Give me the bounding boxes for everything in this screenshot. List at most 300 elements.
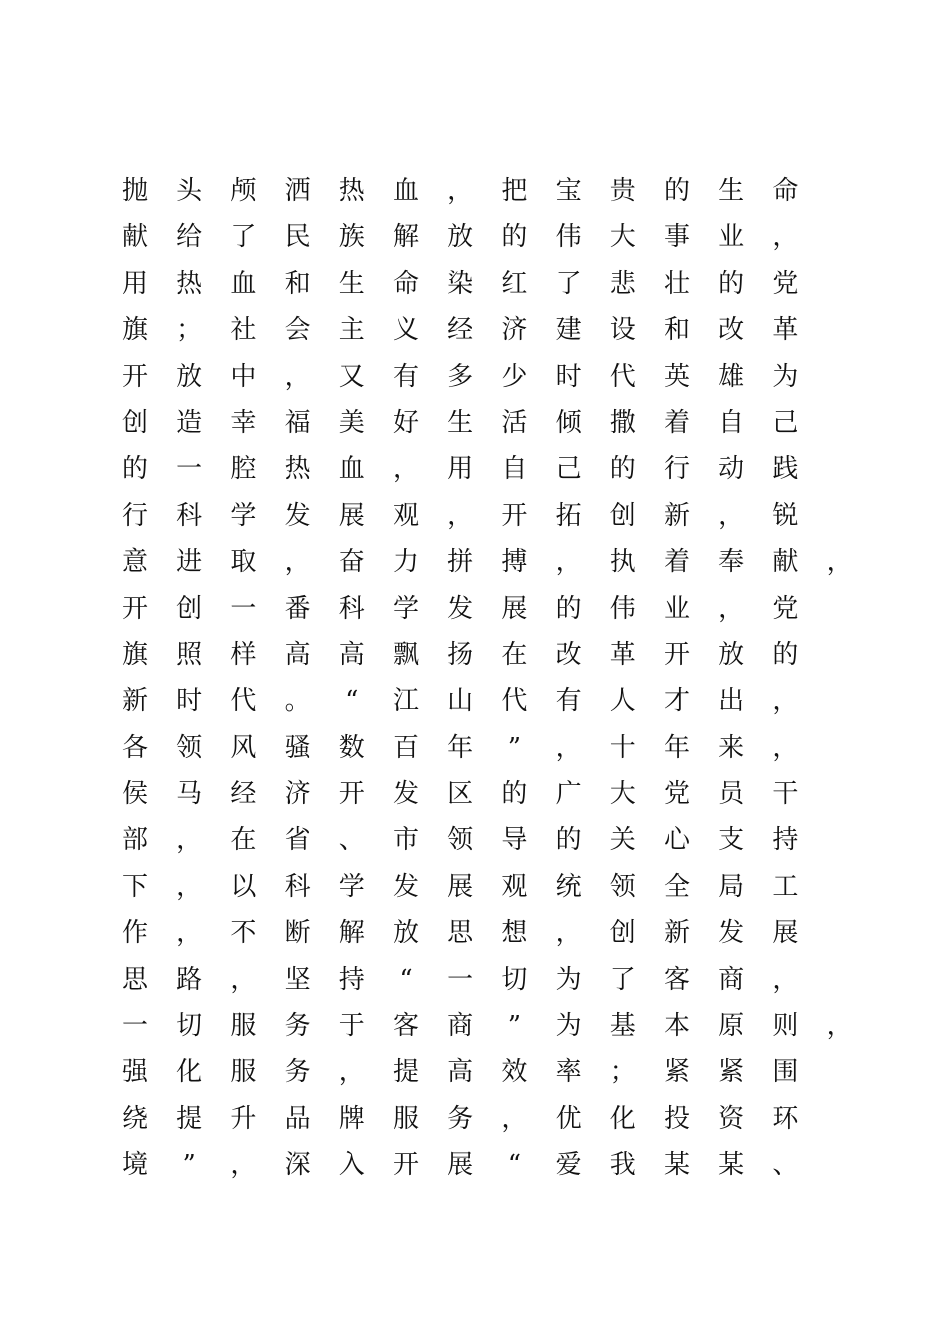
text-char: 心 (663, 825, 690, 856)
text-char: ， (826, 1011, 853, 1042)
text-char: 开 (338, 779, 365, 810)
text-char: ， (447, 500, 474, 531)
text-char: 以 (230, 871, 257, 902)
text-char: 福 (284, 407, 311, 438)
text-char: 客 (663, 964, 690, 995)
text-char: 党 (772, 268, 799, 299)
text-char: 热 (284, 454, 311, 485)
text-char: 高 (338, 639, 365, 670)
text-char: 务 (447, 1103, 474, 1134)
text-char: 事 (663, 222, 690, 253)
text-char: 紧 (663, 1057, 690, 1088)
text-char: 己 (772, 407, 799, 438)
text-char: 放 (447, 222, 474, 253)
text-char: 倾 (555, 407, 582, 438)
text-char: 部 (121, 825, 148, 856)
text-line (120, 446, 880, 492)
text-char: 己 (555, 454, 582, 485)
text-char: 奋 (338, 547, 365, 578)
text-char: 原 (718, 1011, 745, 1042)
text-line (120, 1096, 880, 1142)
text-char: 商 (718, 964, 745, 995)
text-char: 不 (230, 918, 257, 949)
text-char: 某 (663, 1150, 690, 1181)
text-char: ， (284, 361, 311, 392)
text-char: 献 (772, 547, 799, 578)
text-char: 命 (772, 176, 799, 206)
text-char: 务 (284, 1057, 311, 1088)
text-char: 高 (447, 1057, 474, 1088)
text-char: 抛 (121, 176, 148, 206)
text-char: 入 (338, 1150, 365, 1181)
text-char: ， (555, 547, 582, 578)
text-char: 才 (663, 686, 690, 717)
text-char: 进 (176, 547, 203, 578)
text-char: 山 (447, 686, 474, 717)
text-char: 自 (501, 454, 528, 485)
text-line (120, 957, 880, 1003)
text-char: 改 (718, 315, 745, 346)
text-char: 血 (230, 268, 257, 299)
text-char: 马 (176, 779, 203, 810)
text-char: 为 (555, 964, 582, 995)
text-char: ； (176, 315, 203, 346)
text-char: 党 (772, 593, 799, 624)
text-char: ； (609, 1057, 636, 1088)
text-char: 拓 (555, 500, 582, 531)
text-char: 伟 (609, 593, 636, 624)
text-char: 济 (501, 315, 528, 346)
text-line (120, 307, 880, 353)
text-char: 洒 (284, 176, 311, 206)
text-char: ， (555, 918, 582, 949)
text-char: 绕 (121, 1103, 148, 1134)
text-char: 献 (121, 222, 148, 253)
text-char: 着 (663, 407, 690, 438)
text-char: 生 (447, 407, 474, 438)
text-char: 的 (663, 176, 690, 206)
text-char: 区 (447, 779, 474, 810)
text-char: 大 (609, 222, 636, 253)
text-char: 、 (772, 1150, 799, 1181)
text-char: 路 (176, 964, 203, 995)
text-line (120, 1049, 880, 1095)
text-char: 紧 (718, 1057, 745, 1088)
text-char: 飘 (392, 639, 419, 670)
text-char: 领 (176, 732, 203, 763)
text-char: 基 (609, 1011, 636, 1042)
text-char: 用 (121, 268, 148, 299)
text-char: 想 (501, 918, 528, 949)
text-char: 一 (230, 593, 257, 624)
text-char: 活 (501, 407, 528, 438)
text-char: 为 (772, 361, 799, 392)
text-char: 人 (609, 686, 636, 717)
text-char: 旗 (121, 639, 148, 670)
text-char: 观 (501, 871, 528, 902)
text-char: 锐 (772, 500, 799, 531)
text-char: 发 (718, 918, 745, 949)
text-line (120, 493, 880, 539)
text-char: 扬 (447, 639, 474, 670)
text-char: 坚 (284, 964, 311, 995)
text-char: 放 (718, 639, 745, 670)
text-char: 济 (284, 779, 311, 810)
text-char: 资 (718, 1103, 745, 1134)
text-char: 社 (230, 315, 257, 346)
text-char: 业 (663, 593, 690, 624)
text-char: 主 (338, 315, 365, 346)
text-char: 了 (609, 964, 636, 995)
text-char: 干 (772, 779, 799, 810)
text-char: 解 (392, 222, 419, 253)
text-line (120, 261, 880, 307)
text-line (120, 632, 880, 678)
text-char: 革 (772, 315, 799, 346)
text-char: 悲 (609, 268, 636, 299)
text-char: 持 (772, 825, 799, 856)
text-char: ， (772, 222, 799, 253)
text-char: 服 (230, 1057, 257, 1088)
text-char: 观 (392, 500, 419, 531)
text-char: 江 (392, 686, 419, 717)
text-char: 搏 (501, 547, 528, 578)
text-char: 强 (121, 1057, 148, 1088)
text-char: 义 (392, 315, 419, 346)
text-line (120, 910, 880, 956)
text-char: 热 (338, 176, 365, 206)
text-char: 代 (609, 361, 636, 392)
text-char: 我 (609, 1150, 636, 1181)
text-char: 血 (392, 176, 419, 206)
text-char: 大 (609, 779, 636, 810)
text-char: 践 (772, 454, 799, 485)
text-char: 科 (284, 871, 311, 902)
text-char: 环 (772, 1103, 799, 1134)
text-char: “ (345, 686, 359, 717)
text-char: 出 (718, 686, 745, 717)
text-char: 美 (338, 407, 365, 438)
text-char: 创 (609, 918, 636, 949)
text-char: 族 (338, 222, 365, 253)
text-char: 品 (284, 1103, 311, 1134)
text-char: 时 (176, 686, 203, 717)
text-char: 百 (392, 732, 419, 763)
text-char: 创 (176, 593, 203, 624)
text-char: 发 (392, 871, 419, 902)
text-char: 行 (121, 500, 148, 531)
text-char: 样 (230, 639, 257, 670)
text-char: 率 (555, 1057, 582, 1088)
text-char: 统 (555, 871, 582, 902)
text-char: ” (507, 1011, 522, 1042)
text-char: 。 (284, 686, 311, 717)
text-char: ” (182, 1150, 196, 1181)
text-char: 支 (718, 825, 745, 856)
text-char: 颅 (230, 176, 257, 206)
text-char: 思 (121, 964, 148, 995)
text-char: 发 (447, 593, 474, 624)
text-char: 关 (609, 825, 636, 856)
text-line (120, 725, 880, 771)
text-char: 中 (230, 361, 257, 392)
text-line (120, 678, 880, 724)
text-char: 各 (121, 732, 148, 763)
text-line (120, 771, 880, 817)
text-char: ， (230, 1150, 257, 1181)
text-char: 放 (392, 918, 419, 949)
text-char: 命 (392, 268, 419, 299)
text-char: 开 (121, 361, 148, 392)
text-char: 化 (176, 1057, 203, 1088)
text-char: 思 (447, 918, 474, 949)
text-char: 牌 (338, 1103, 365, 1134)
text-char: 伟 (555, 222, 582, 253)
text-char: 则 (772, 1011, 799, 1042)
text-line (120, 539, 880, 585)
text-char: 的 (609, 454, 636, 485)
text-char: 服 (230, 1011, 257, 1042)
text-line (120, 586, 880, 632)
text-char: ， (176, 825, 203, 856)
text-char: 红 (501, 268, 528, 299)
text-char: 执 (609, 547, 636, 578)
text-char: 高 (284, 639, 311, 670)
text-char: 投 (663, 1103, 690, 1134)
text-char: 力 (392, 547, 419, 578)
text-char: 经 (230, 779, 257, 810)
text-char: 拼 (447, 547, 474, 578)
text-char: 雄 (718, 361, 745, 392)
text-char: ， (555, 732, 582, 763)
text-char: 改 (555, 639, 582, 670)
text-char: 展 (447, 1150, 474, 1181)
text-char: ” (507, 732, 522, 763)
text-char: 务 (284, 1011, 311, 1042)
text-char: 提 (392, 1057, 419, 1088)
text-char: 十 (609, 732, 636, 763)
text-char: 下 (121, 871, 148, 902)
text-char: 了 (555, 268, 582, 299)
text-line (120, 1142, 880, 1188)
text-char: 代 (230, 686, 257, 717)
text-char: 全 (663, 871, 690, 902)
text-char: 广 (555, 779, 582, 810)
text-char: ， (501, 1103, 528, 1134)
text-char: 化 (609, 1103, 636, 1134)
text-char: 自 (718, 407, 745, 438)
text-line (120, 168, 880, 214)
text-char: 英 (663, 361, 690, 392)
text-char: 作 (121, 918, 148, 949)
text-char: 壮 (663, 268, 690, 299)
text-char: 用 (447, 454, 474, 485)
text-char: 新 (663, 500, 690, 531)
text-char: 多 (447, 361, 474, 392)
text-char: 于 (338, 1011, 365, 1042)
text-char: 来 (718, 732, 745, 763)
text-char: 爱 (555, 1150, 582, 1181)
text-char: ， (718, 593, 745, 624)
text-char: 动 (718, 454, 745, 485)
text-char: 发 (392, 779, 419, 810)
text-char: 好 (392, 407, 419, 438)
text-char: 深 (284, 1150, 311, 1181)
text-char: 有 (555, 686, 582, 717)
body-text (120, 168, 880, 1189)
text-char: “ (399, 964, 413, 995)
text-char: ， (284, 547, 311, 578)
text-char: 侯 (121, 779, 148, 810)
text-char: 升 (230, 1103, 257, 1134)
text-char: 了 (230, 222, 257, 253)
text-char: 生 (338, 268, 365, 299)
text-char: 血 (338, 454, 365, 485)
text-char: 热 (176, 268, 203, 299)
text-char: ， (772, 964, 799, 995)
text-char: 取 (230, 547, 257, 578)
text-char: 导 (501, 825, 528, 856)
text-char: 境 (121, 1150, 148, 1181)
text-char: 奉 (718, 547, 745, 578)
text-char: 创 (609, 500, 636, 531)
text-char: 又 (338, 361, 365, 392)
text-char: 有 (392, 361, 419, 392)
text-char: 发 (284, 500, 311, 531)
text-char: 展 (447, 871, 474, 902)
text-char: 番 (284, 593, 311, 624)
text-char: 领 (447, 825, 474, 856)
text-char: 展 (501, 593, 528, 624)
text-char: 新 (663, 918, 690, 949)
text-char: 为 (555, 1011, 582, 1042)
text-line (120, 400, 880, 446)
text-char: 着 (663, 547, 690, 578)
text-char: 时 (555, 361, 582, 392)
text-char: 创 (121, 407, 148, 438)
text-char: 的 (501, 222, 528, 253)
text-char: 撒 (609, 407, 636, 438)
text-char: 宝 (555, 176, 582, 206)
text-char: 风 (230, 732, 257, 763)
text-char: 解 (338, 918, 365, 949)
text-char: 展 (338, 500, 365, 531)
text-char: 旗 (121, 315, 148, 346)
text-char: 持 (338, 964, 365, 995)
text-char: 断 (284, 918, 311, 949)
text-char: 的 (555, 825, 582, 856)
text-char: 骚 (284, 732, 311, 763)
text-char: 行 (663, 454, 690, 485)
text-line (120, 1003, 880, 1049)
text-char: 少 (501, 361, 528, 392)
text-char: ， (230, 964, 257, 995)
text-char: 的 (501, 779, 528, 810)
text-char: 和 (663, 315, 690, 346)
text-char: 年 (447, 732, 474, 763)
text-char: 切 (176, 1011, 203, 1042)
text-char: 一 (447, 964, 474, 995)
text-char: 的 (121, 454, 148, 485)
text-char: 的 (555, 593, 582, 624)
text-char: 意 (121, 547, 148, 578)
text-char: 局 (718, 871, 745, 902)
text-char: 新 (121, 686, 148, 717)
text-char: ， (338, 1057, 365, 1088)
text-char: 学 (338, 871, 365, 902)
text-char: ， (176, 871, 203, 902)
text-char: 在 (501, 639, 528, 670)
text-char: 经 (447, 315, 474, 346)
text-char: 革 (609, 639, 636, 670)
text-char: 放 (176, 361, 203, 392)
text-char: 开 (121, 593, 148, 624)
text-char: 建 (555, 315, 582, 346)
text-char: 开 (663, 639, 690, 670)
text-line (120, 817, 880, 863)
text-char: 科 (176, 500, 203, 531)
text-char: 业 (718, 222, 745, 253)
text-char: 学 (230, 500, 257, 531)
text-char: “ (507, 1150, 522, 1181)
text-char: 切 (501, 964, 528, 995)
text-line (120, 214, 880, 260)
text-char: 商 (447, 1011, 474, 1042)
text-char: 某 (718, 1150, 745, 1181)
text-char: 的 (718, 268, 745, 299)
text-char: 生 (718, 176, 745, 206)
text-char: ， (176, 918, 203, 949)
text-char: 党 (663, 779, 690, 810)
text-char: ， (447, 176, 474, 206)
text-char: ， (826, 547, 853, 578)
text-char: 代 (501, 686, 528, 717)
text-line (120, 354, 880, 400)
text-char: ， (718, 500, 745, 531)
text-char: 服 (392, 1103, 419, 1134)
text-char: 照 (176, 639, 203, 670)
text-char: 把 (501, 176, 528, 206)
text-char: 工 (772, 871, 799, 902)
text-char: ， (392, 454, 419, 485)
text-char: 学 (392, 593, 419, 624)
text-char: 展 (772, 918, 799, 949)
text-char: 给 (176, 222, 203, 253)
text-char: 在 (230, 825, 257, 856)
text-char: 员 (718, 779, 745, 810)
text-char: 幸 (230, 407, 257, 438)
text-line (120, 864, 880, 910)
text-char: 和 (284, 268, 311, 299)
text-char: 本 (663, 1011, 690, 1042)
text-char: 省 (284, 825, 311, 856)
text-char: 会 (284, 315, 311, 346)
text-char: 贵 (609, 176, 636, 206)
text-char: 民 (284, 222, 311, 253)
text-char: 年 (663, 732, 690, 763)
text-char: 开 (501, 500, 528, 531)
text-char: 科 (338, 593, 365, 624)
text-char: 领 (609, 871, 636, 902)
text-char: 一 (176, 454, 203, 485)
text-char: 、 (338, 825, 365, 856)
text-char: 头 (176, 176, 203, 206)
text-char: 的 (772, 639, 799, 670)
text-char: 开 (392, 1150, 419, 1181)
text-char: 数 (338, 732, 365, 763)
text-char: 一 (121, 1011, 148, 1042)
text-char: 提 (176, 1103, 203, 1134)
